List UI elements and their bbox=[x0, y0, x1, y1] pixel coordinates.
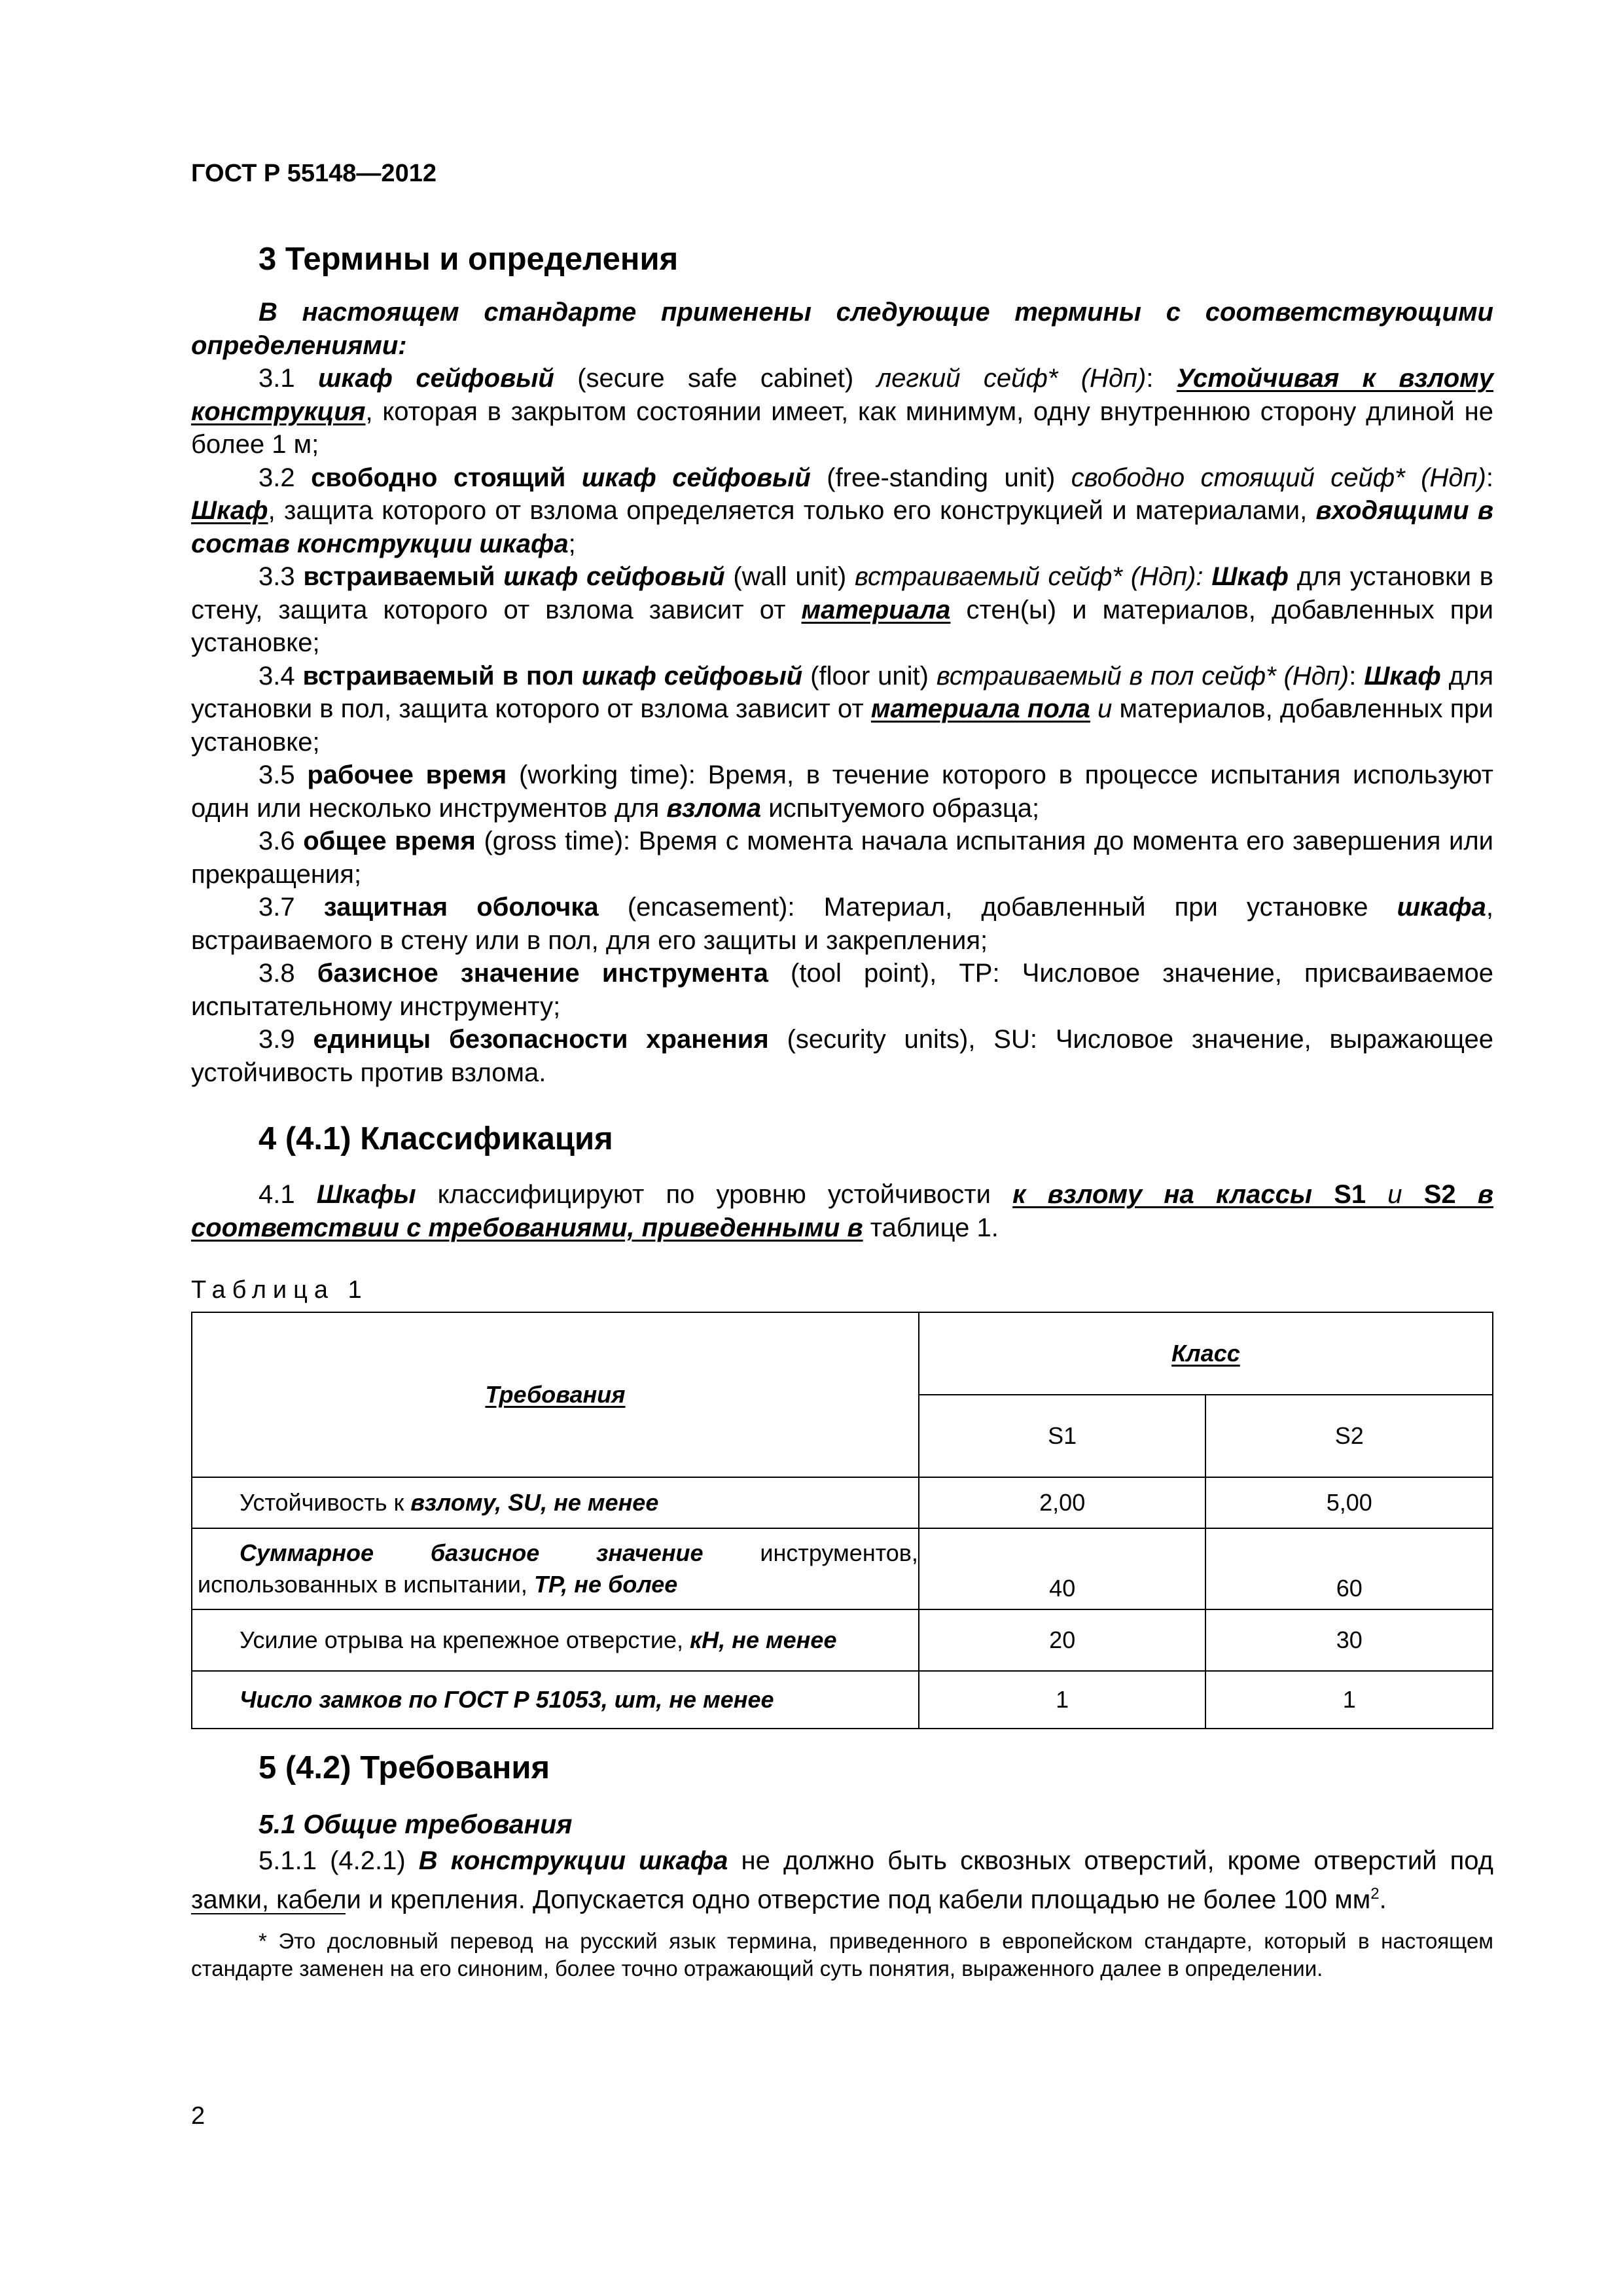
term-3-6 bbox=[191, 825, 1493, 891]
class-s1-ref: S1 bbox=[1334, 1180, 1366, 1209]
term-3-9 bbox=[191, 1023, 1493, 1089]
row-label-text: Устойчивость к bbox=[240, 1489, 404, 1516]
term-3-1: 3.1 шкаф сейфовый (secure safe cabinet) легкий сейф* (Ндп): Устойчивая к взлому конструкция, которая в закрытом состоянии имеет, как минимум, одну внутреннюю сторону длиной не более 1 м; bbox=[191, 364, 1493, 459]
para-number: 5.1.1 (4.2.1) bbox=[259, 1846, 406, 1875]
term-english: (working time): bbox=[519, 761, 696, 789]
definition-text: Числовое значение, выражающее устойчивость против взлома. bbox=[191, 1025, 1493, 1087]
cell-s2: 30 bbox=[1205, 1609, 1493, 1671]
para-conj: и bbox=[1387, 1180, 1402, 1209]
table-row bbox=[192, 1528, 1493, 1609]
term-number: 3.6 bbox=[259, 827, 295, 855]
row-label-emph: Суммарное базисное значение bbox=[240, 1539, 704, 1566]
footnote-separator bbox=[191, 1913, 346, 1914]
definition-text: Материал, добавленный при установке bbox=[823, 893, 1368, 922]
para-text: не должно быть сквозных отверстий, кроме отверстий под замки, кабели и крепления. Допускается одно отверстие под кабели площадью не более 100 мм bbox=[191, 1846, 1493, 1914]
table-row bbox=[192, 1609, 1493, 1671]
table-caption: Таблица 1 bbox=[191, 1276, 368, 1304]
standard-header: ГОСТ Р 55148—2012 bbox=[191, 160, 437, 187]
term-synonym: легкий сейф* (Ндп) bbox=[876, 364, 1147, 393]
row-label bbox=[192, 1609, 919, 1671]
definition-end: стен(ы) и материалов, добавленных при установке; bbox=[191, 595, 1493, 657]
term-name-cont: шкаф сейфовый bbox=[581, 661, 803, 691]
definition-end: испытуемого образца; bbox=[768, 793, 1040, 823]
definition-text: Время с момента начала испытания до момента его завершения или прекращения; bbox=[191, 827, 1494, 889]
definition-text: , защита которого от взлома определяется только его конструкцией и материалами, bbox=[268, 496, 1308, 525]
table-header-s2: S2 bbox=[1205, 1395, 1493, 1477]
table-header-class bbox=[919, 1312, 1493, 1395]
term-number: 3.7 bbox=[259, 893, 295, 922]
definition-end: материалов, добавленных при установке; bbox=[191, 694, 1493, 757]
para-lead: Шкафы bbox=[316, 1180, 416, 1209]
term-english: (encasement): bbox=[627, 893, 795, 922]
term-english: (gross time): bbox=[484, 827, 631, 855]
term-name-cont: шкаф сейфовый bbox=[581, 463, 811, 492]
term-3-7 bbox=[191, 891, 1493, 957]
row-label-emph: кН, не менее bbox=[690, 1626, 837, 1653]
term-name: свободно стоящий bbox=[311, 463, 566, 492]
definition-end: ; bbox=[568, 529, 576, 558]
table-header-s1: S1 bbox=[919, 1395, 1206, 1477]
header-requirements-text: Требования bbox=[485, 1381, 626, 1408]
superscript: 2 bbox=[1370, 1884, 1380, 1903]
definition-emphasis: шкафа bbox=[1397, 893, 1486, 922]
definition-text: для установки в стену, защита которого от взлома зависит от bbox=[191, 562, 1493, 624]
term-number: 3.9 bbox=[259, 1025, 295, 1054]
para-number: 4.1 bbox=[259, 1180, 295, 1209]
definition-lead: Шкаф bbox=[1364, 661, 1441, 691]
row-label bbox=[192, 1477, 919, 1528]
term-name: встраиваемый в пол bbox=[302, 661, 574, 691]
para-underlined-cont: в соответствии с требованиями, приведенными в bbox=[191, 1180, 1493, 1242]
section-4-1-para bbox=[191, 1178, 1493, 1244]
term-name: единицы безопасности хранения bbox=[313, 1025, 769, 1054]
definition-text: , которая в закрытом состоянии имеет, как минимум, одну внутреннюю сторону длиной не более 1 м; bbox=[191, 397, 1493, 459]
term-synonym: встраиваемый в пол сейф* (Ндп) bbox=[936, 661, 1349, 691]
para-underlined: к взлому на классы bbox=[1012, 1180, 1313, 1209]
term-english: (tool point), TP: bbox=[791, 959, 1000, 988]
term-3-5 bbox=[191, 759, 1493, 825]
term-name: шкаф сейфовый bbox=[317, 364, 554, 393]
cell-s1: 20 bbox=[919, 1609, 1206, 1671]
term-english: (free-standing unit) bbox=[827, 463, 1056, 492]
term-number: 3.8 bbox=[259, 959, 295, 988]
definition-text: для установки в пол, защита которого от взлома зависит от bbox=[191, 661, 1494, 723]
term-3-8 bbox=[191, 957, 1493, 1023]
row-label-emph: взлому, SU, не менее bbox=[410, 1489, 659, 1516]
row-label bbox=[192, 1528, 919, 1609]
para-end: таблице 1. bbox=[870, 1213, 999, 1242]
term-name-cont: шкаф сейфовый bbox=[503, 562, 725, 591]
term-english: (wall unit) bbox=[733, 562, 847, 591]
term-number: 3.4 bbox=[259, 661, 295, 691]
section-5-1-1-para bbox=[191, 1844, 1493, 1916]
definition-emphasis: взлома bbox=[666, 793, 762, 823]
definition-underlined: материала пола bbox=[870, 694, 1090, 723]
section-3-intro bbox=[191, 296, 1493, 362]
section-4-body bbox=[191, 1178, 1493, 1244]
cell-s2: 5,00 bbox=[1205, 1477, 1493, 1528]
footnote: * Это дословный перевод на русский язык термина, приведенного в европейском стандарте, который в настоящем стандарте заменен на его синоним, более точно отражающий суть понятия, выраженного далее в определении. bbox=[191, 1929, 1493, 1981]
row-label-text: Усилие отрыва на крепежное отверстие, bbox=[240, 1626, 683, 1653]
definition-lead: Шкаф bbox=[191, 496, 268, 525]
cell-s1: 2,00 bbox=[919, 1477, 1206, 1528]
row-label-text: инструментов, использованных в испытании, bbox=[198, 1539, 918, 1598]
intro-text: В настоящем стандарте применены следующие термины с соответствующими определениями: bbox=[191, 298, 1493, 360]
term-3-3 bbox=[191, 560, 1493, 660]
term-name: общее время bbox=[303, 827, 476, 855]
row-label bbox=[192, 1671, 919, 1729]
definition-italic: и bbox=[1097, 694, 1113, 723]
term-english: (secure safe cabinet) bbox=[577, 364, 854, 393]
term-number: 3.3 bbox=[259, 562, 295, 591]
definition-text: Числовое значение, присваиваемое испытательному инструменту; bbox=[191, 959, 1493, 1021]
term-english: (floor unit) bbox=[810, 661, 929, 691]
term-name: встраиваемый bbox=[303, 562, 495, 591]
table-row bbox=[192, 1671, 1493, 1729]
header-class-text: Класс bbox=[1171, 1340, 1240, 1367]
para-end: . bbox=[1379, 1884, 1387, 1914]
row-label-emph: Число замков по ГОСТ Р 51053, шт, не менее bbox=[240, 1686, 774, 1713]
section-5-title: 5 (4.2) Требования bbox=[259, 1750, 550, 1785]
definition-text: Время, в течение которого в процессе испытания используют один или несколько инструментов для bbox=[191, 761, 1494, 823]
definition-end: , встраиваемого в стену или в пол, для его защиты и закрепления; bbox=[191, 893, 1493, 955]
definition-emphasis: входящими в состав конструкции шкафа bbox=[191, 496, 1493, 558]
term-name: рабочее время bbox=[307, 761, 507, 789]
row-label-emph: TP, не более bbox=[533, 1571, 678, 1598]
term-number: 3.1 bbox=[259, 364, 295, 393]
cell-s1: 40 bbox=[919, 1528, 1206, 1609]
cell-s1: 1 bbox=[919, 1671, 1206, 1729]
table-header-requirements bbox=[192, 1312, 919, 1477]
term-3-4: 3.4 встраиваемый в пол шкаф сейфовый (floor unit) встраиваемый в пол сейф* (Ндп): Шкаф для установки в пол, защита которого от взлома зависит от материала пола и материалов, добавленных при установке; bbox=[191, 661, 1494, 757]
section-3-title: 3 Термины и определения bbox=[259, 242, 679, 277]
term-english: (security units), SU: bbox=[787, 1025, 1037, 1054]
definition-lead: Устойчивая к взлому конструкция bbox=[191, 364, 1493, 426]
definition-lead: Шкаф bbox=[1211, 562, 1289, 591]
para-text: классифицируют по уровню устойчивости bbox=[437, 1180, 991, 1209]
definition-underlined: материала bbox=[801, 595, 951, 624]
requirements-table bbox=[191, 1312, 1493, 1729]
cell-s2: 60 bbox=[1205, 1528, 1493, 1609]
section-4-title: 4 (4.1) Классификация bbox=[259, 1121, 613, 1157]
cell-s2: 1 bbox=[1205, 1671, 1493, 1729]
table-row bbox=[192, 1477, 1493, 1528]
section-5-body bbox=[191, 1844, 1493, 1916]
term-number: 3.5 bbox=[259, 761, 295, 789]
section-3-body bbox=[191, 296, 1493, 1089]
page-number: 2 bbox=[191, 2102, 205, 2130]
para-lead: В конструкции шкафа bbox=[418, 1846, 728, 1875]
term-synonym: свободно стоящий сейф* (Ндп) bbox=[1071, 463, 1486, 492]
term-synonym: встраиваемый сейф* (Ндп): bbox=[854, 562, 1204, 591]
class-s2-ref: S2 bbox=[1423, 1180, 1456, 1209]
section-5-1-title: 5.1 Общие требования bbox=[259, 1809, 573, 1839]
term-number: 3.2 bbox=[259, 463, 295, 492]
term-3-2: 3.2 свободно стоящий шкаф сейфовый (free-standing unit) свободно стоящий сейф* (Ндп): Шкаф, защита которого от взлома определяется только его конструкцией и материалами, входящими в состав конструкции шкафа; bbox=[191, 463, 1493, 558]
term-name: базисное значение инструмента bbox=[317, 959, 768, 988]
term-name: защитная оболочка bbox=[323, 893, 599, 922]
